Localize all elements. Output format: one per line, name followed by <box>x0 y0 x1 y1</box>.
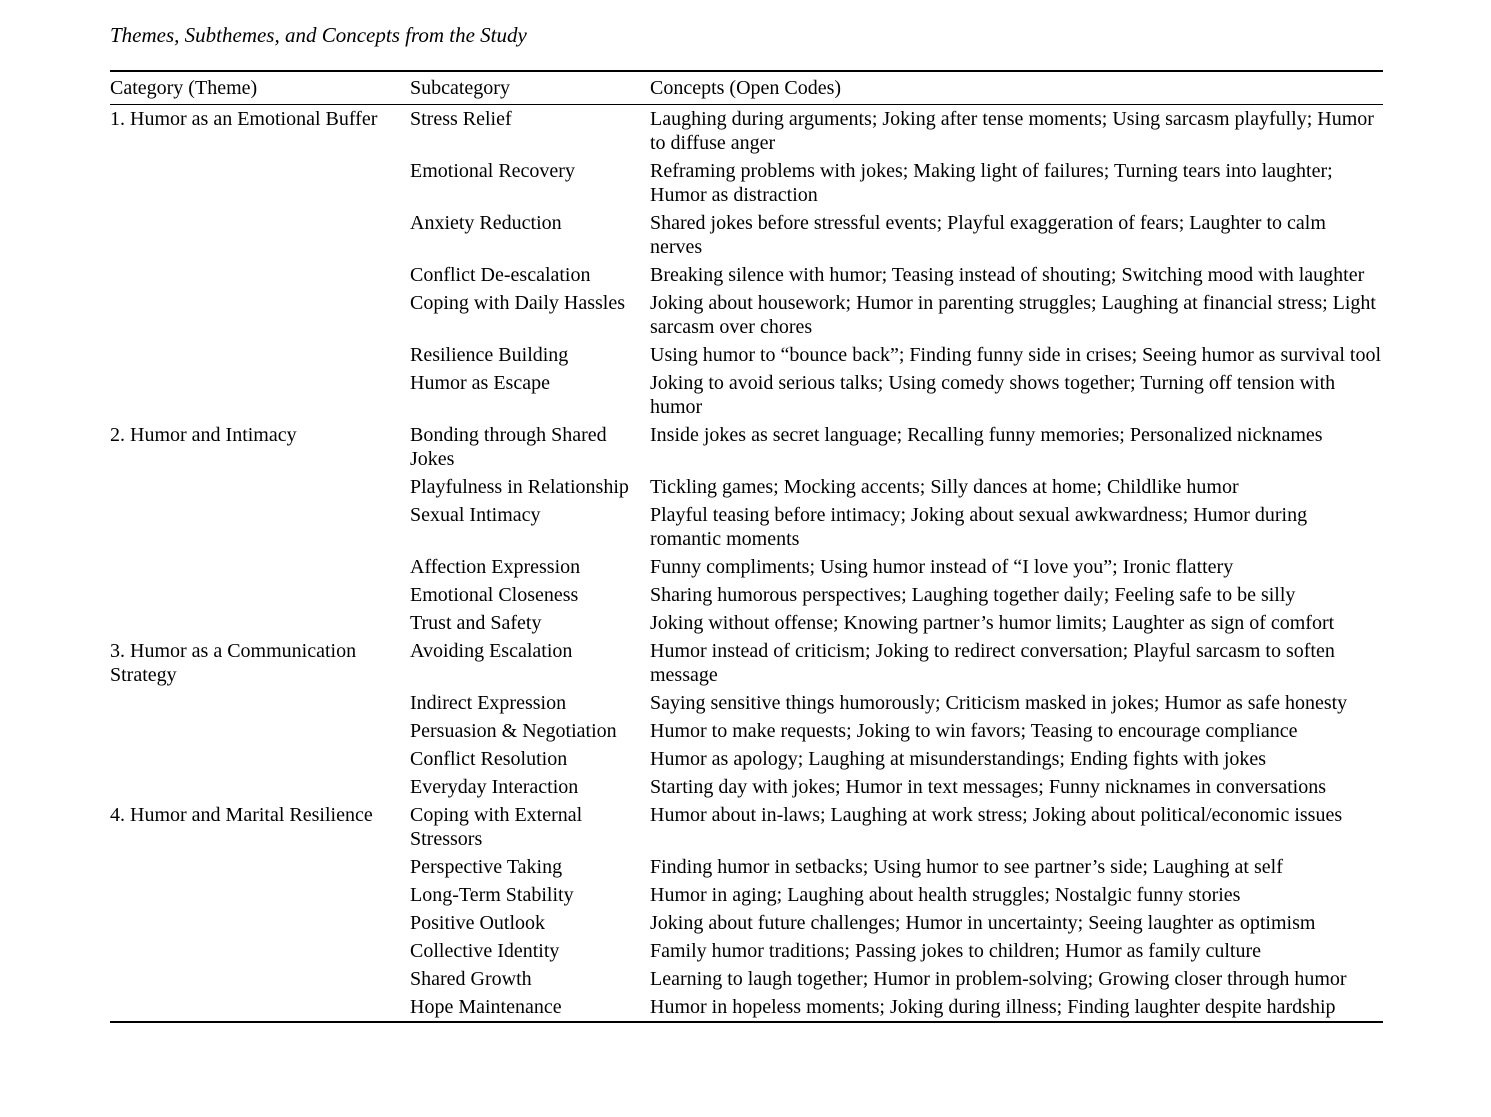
concepts-cell: Family humor traditions; Passing jokes to children; Humor as family culture <box>650 940 1262 962</box>
subcategory-cell: Bonding through Shared Jokes <box>410 424 607 470</box>
concepts-cell: Tickling games; Mocking accents; Silly dances at home; Childlike humor <box>650 476 1239 498</box>
subcategory-cell: Perspective Taking <box>410 856 563 878</box>
concepts-cell: Humor in aging; Laughing about health struggles; Nostalgic funny stories <box>650 884 1241 906</box>
subcategory-cell: Sexual Intimacy <box>410 504 541 526</box>
concepts-cell: Humor as apology; Laughing at misunderstandings; Ending fights with jokes <box>650 748 1267 770</box>
table-row <box>110 637 1383 689</box>
subcategory-cell: Playfulness in Relationship <box>410 476 629 498</box>
category-cell: 4. Humor and Marital Resilience <box>110 804 373 826</box>
subcategory-cell: Humor as Escape <box>410 372 550 394</box>
subcategory-cell: Shared Growth <box>410 968 532 990</box>
concepts-cell: Sharing humorous perspectives; Laughing together daily; Feeling safe to be silly <box>650 584 1296 606</box>
concepts-cell: Joking to avoid serious talks; Using comedy shows together; Turning off tension with humor <box>650 372 1336 418</box>
concepts-cell: Humor instead of criticism; Joking to redirect conversation; Playful sarcasm to soften message <box>650 640 1335 686</box>
subcategory-cell: Indirect Expression <box>410 692 567 714</box>
subcategory-cell: Resilience Building <box>410 344 569 366</box>
concepts-cell: Laughing during arguments; Joking after tense moments; Using sarcasm playfully; Humor to diffuse anger <box>650 108 1374 154</box>
header-concepts-open-codes: Concepts (Open Codes) <box>650 71 1383 105</box>
subcategory-cell: Coping with External Stressors <box>410 804 583 850</box>
subcategory-cell: Emotional Closeness <box>410 584 579 606</box>
subcategory-cell: Trust and Safety <box>410 612 542 634</box>
subcategory-cell: Collective Identity <box>410 940 560 962</box>
concepts-cell: Playful teasing before intimacy; Joking about sexual awkwardness; Humor during romantic moments <box>650 504 1308 550</box>
subcategory-cell: Avoiding Escalation <box>410 640 573 662</box>
table-row <box>110 801 1383 853</box>
table-row <box>110 421 1383 473</box>
header-subcategory: Subcategory <box>410 71 650 105</box>
subcategory-cell: Everyday Interaction <box>410 776 579 798</box>
concepts-cell: Humor about in-laws; Laughing at work stress; Joking about political/economic issues <box>650 804 1343 826</box>
category-cell: 2. Humor and Intimacy <box>110 424 297 446</box>
subcategory-cell: Conflict Resolution <box>410 748 568 770</box>
concepts-cell: Joking about housework; Humor in parenting struggles; Laughing at financial stress; Light sarcasm over chores <box>650 292 1376 338</box>
concepts-cell: Finding humor in setbacks; Using humor to see partner’s side; Laughing at self <box>650 856 1283 878</box>
subcategory-cell: Stress Relief <box>410 108 512 130</box>
subcategory-cell: Long-Term Stability <box>410 884 574 906</box>
header-row <box>110 71 1383 105</box>
table-title: Themes, Subthemes, and Concepts from the Study <box>110 23 527 47</box>
subcategory-cell: Anxiety Reduction <box>410 212 562 234</box>
concepts-cell: Learning to laugh together; Humor in problem-solving; Growing closer through humor <box>650 968 1347 990</box>
subcategory-cell: Conflict De-escalation <box>410 264 591 286</box>
concepts-cell: Joking without offense; Knowing partner’s humor limits; Laughter as sign of comfort <box>650 612 1335 634</box>
subcategory-cell: Affection Expression <box>410 556 581 578</box>
concepts-cell: Reframing problems with jokes; Making light of failures; Turning tears into laughter; Humor as distraction <box>650 160 1333 206</box>
subcategory-cell: Positive Outlook <box>410 912 546 934</box>
subcategory-cell: Hope Maintenance <box>410 996 562 1018</box>
concepts-cell: Joking about future challenges; Humor in uncertainty; Seeing laughter as optimism <box>650 912 1316 934</box>
concepts-cell: Starting day with jokes; Humor in text messages; Funny nicknames in conversations <box>650 776 1327 798</box>
category-cell: 1. Humor as an Emotional Buffer <box>110 108 378 130</box>
concepts-cell: Using humor to “bounce back”; Finding funny side in crises; Seeing humor as survival tool <box>650 344 1381 366</box>
concepts-cell: Humor to make requests; Joking to win favors; Teasing to encourage compliance <box>650 720 1298 742</box>
concepts-cell: Saying sensitive things humorously; Criticism masked in jokes; Humor as safe honesty <box>650 692 1348 714</box>
concepts-cell: Breaking silence with humor; Teasing instead of shouting; Switching mood with laughter <box>650 264 1365 286</box>
category-cell: 3. Humor as a Communication Strategy <box>110 640 357 686</box>
concepts-cell: Funny compliments; Using humor instead of “I love you”; Ironic flattery <box>650 556 1234 578</box>
themes-table <box>110 70 1383 1023</box>
subcategory-cell: Emotional Recovery <box>410 160 575 182</box>
concepts-cell: Shared jokes before stressful events; Playful exaggeration of fears; Laughter to calm nerves <box>650 212 1326 258</box>
table-body <box>110 105 1383 1023</box>
subcategory-cell: Persuasion & Negotiation <box>410 720 617 742</box>
subcategory-cell: Coping with Daily Hassles <box>410 292 625 314</box>
concepts-cell: Inside jokes as secret language; Recalling funny memories; Personalized nicknames <box>650 424 1323 446</box>
concepts-cell: Humor in hopeless moments; Joking during illness; Finding laughter despite hardship <box>650 996 1336 1018</box>
table-row <box>110 105 1383 158</box>
header-category-theme: Category (Theme) <box>110 71 410 105</box>
